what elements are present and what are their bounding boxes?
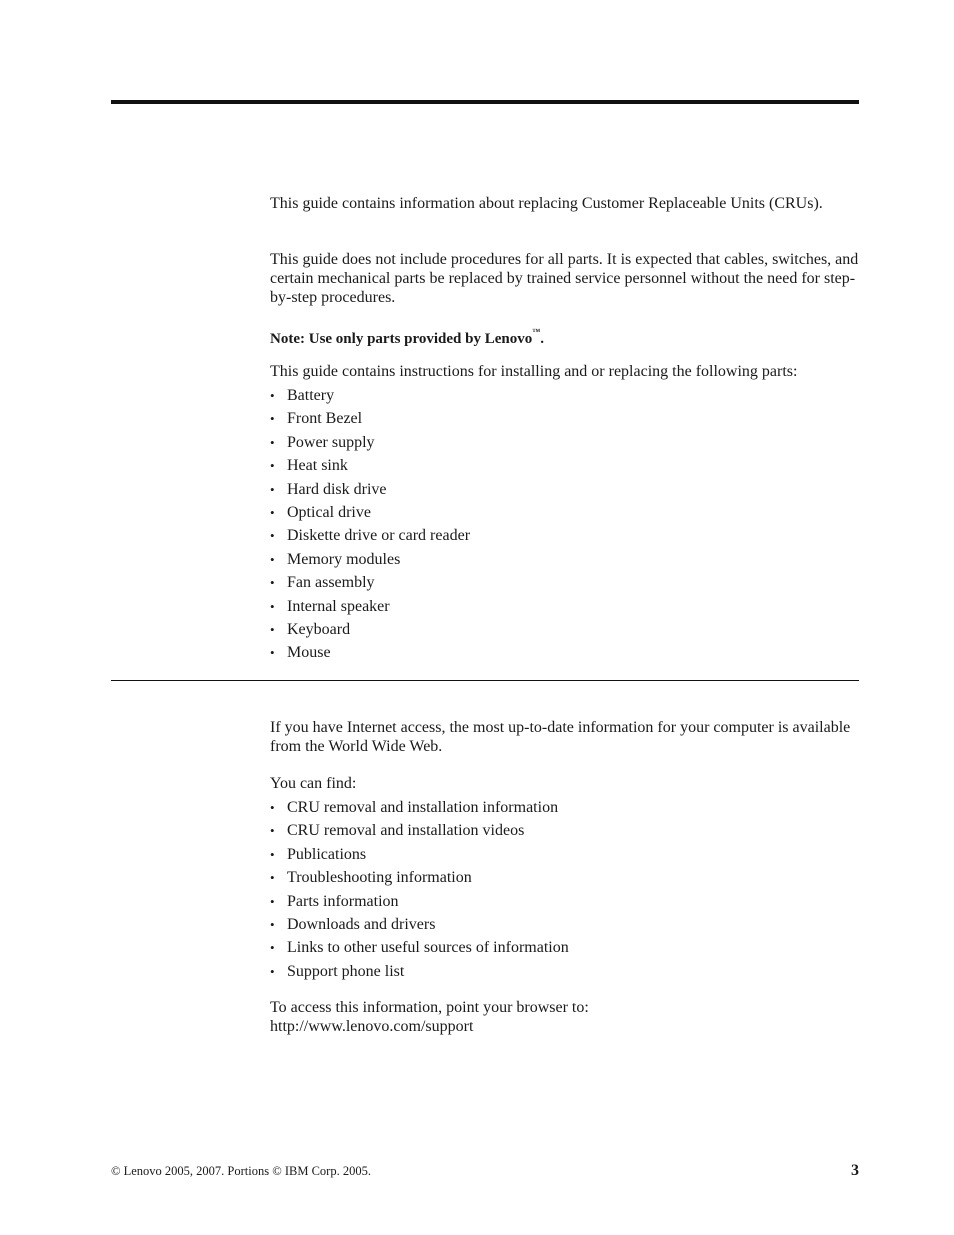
parts-list <box>270 386 860 667</box>
note-period: . <box>540 331 544 347</box>
page-number: 3 <box>851 1162 859 1179</box>
list-item: • Fan assembly <box>270 573 860 596</box>
parts-list-intro: This guide contains instructions for installing and or replacing the following parts: <box>270 363 798 380</box>
web-intro-paragraph: If you have Internet access, the most up-to-date information for your computer is available from the World Wide Web. <box>270 719 851 755</box>
section-divider-rule <box>111 680 859 681</box>
intro-paragraph: This guide contains information about replacing Customer Replaceable Units (CRUs). <box>270 195 823 212</box>
list-item: • CRU removal and installation videos <box>270 821 860 844</box>
top-heading-rule <box>111 100 859 104</box>
list-item: • Troubleshooting information <box>270 868 860 891</box>
list-item: • Support phone list <box>270 962 860 985</box>
support-url-link[interactable]: http://www.lenovo.com/support <box>270 1018 474 1035</box>
list-item: • Keyboard <box>270 620 860 643</box>
list-item: • Downloads and drivers <box>270 915 860 938</box>
note-text: Note: Use only parts provided by Lenovo <box>270 331 533 347</box>
parts-section <box>270 362 860 667</box>
web-intro <box>270 718 860 756</box>
resources-section <box>270 774 860 985</box>
note <box>270 325 860 349</box>
list-item: • Mouse <box>270 643 860 666</box>
section-intro <box>270 194 860 213</box>
trademark-symbol: ™ <box>532 327 541 336</box>
scope-paragraph: This guide does not include procedures for all parts. It is expected that cables, switches, and certain mechanical parts be replaced by trained service personnel without the need for step-by-step procedures. <box>270 251 859 306</box>
list-item: • Parts information <box>270 892 860 915</box>
list-item: • Optical drive <box>270 503 860 526</box>
copyright-notice: © Lenovo 2005, 2007. Portions © IBM Corp. 2005. <box>111 1164 371 1178</box>
list-item: • CRU removal and installation information <box>270 798 860 821</box>
list-item: • Power supply <box>270 433 860 456</box>
list-item: • Front Bezel <box>270 409 860 432</box>
list-item: • Memory modules <box>270 550 860 573</box>
section-scope <box>270 250 860 307</box>
access-text: To access this information, point your browser to: <box>270 999 589 1016</box>
list-item: • Heat sink <box>270 456 860 479</box>
list-item: • Links to other useful sources of information <box>270 938 860 961</box>
list-item: • Hard disk drive <box>270 480 860 503</box>
find-label: You can find: <box>270 775 357 792</box>
list-item: • Battery <box>270 386 860 409</box>
resources-list <box>270 798 860 985</box>
list-item: • Internal speaker <box>270 597 860 620</box>
list-item: • Diskette drive or card reader <box>270 526 860 549</box>
access-info <box>270 998 860 1036</box>
list-item: • Publications <box>270 845 860 868</box>
